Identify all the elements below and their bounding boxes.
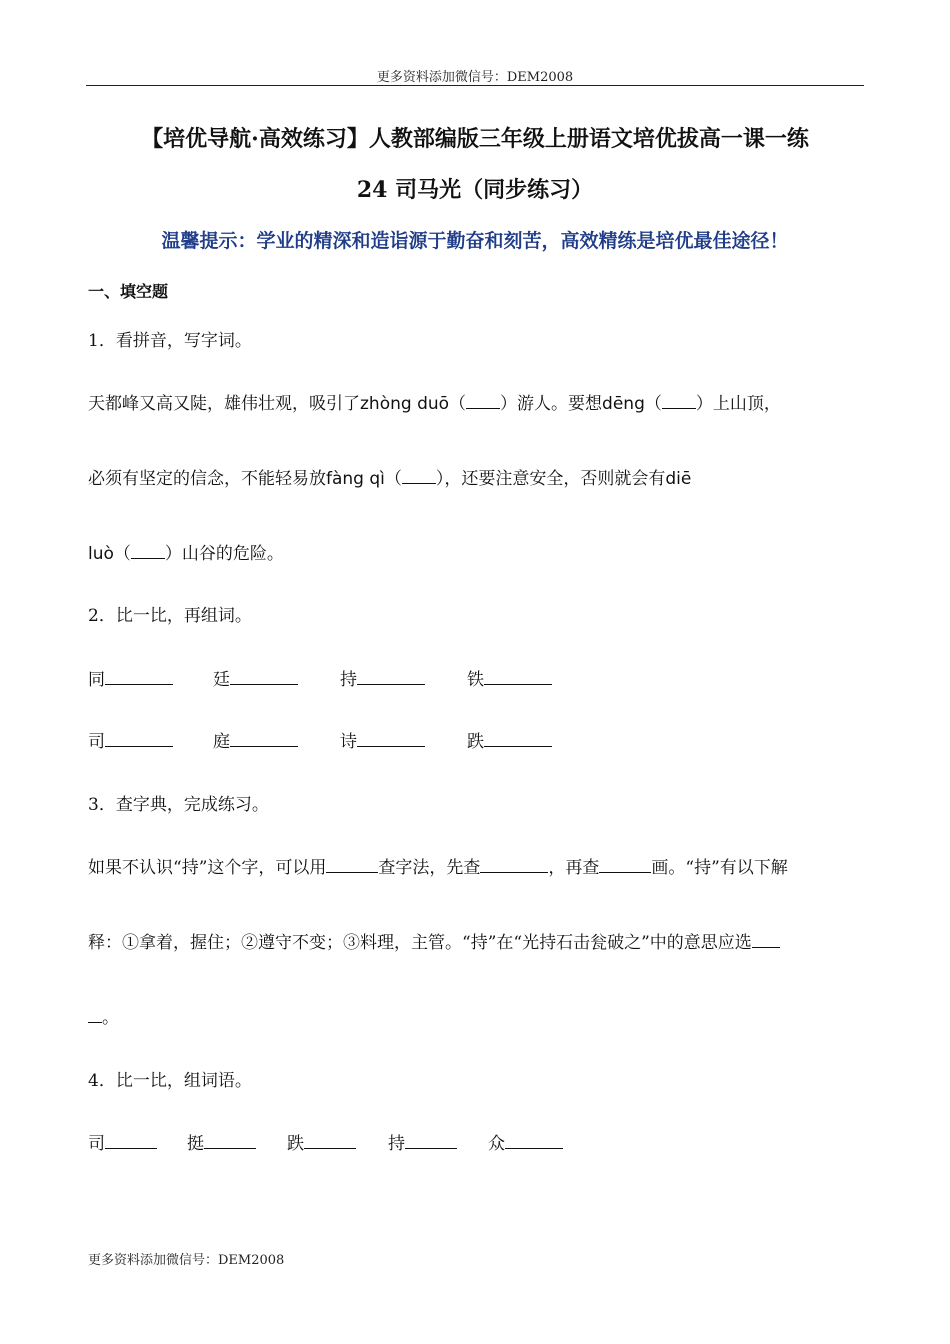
answer-blank[interactable] <box>105 1131 157 1149</box>
q1-sentence-line-3 <box>88 539 284 564</box>
text-fragment: ）游人。要想 <box>500 394 603 414</box>
answer-blank[interactable] <box>505 1131 563 1149</box>
q3-line-2 <box>88 928 780 953</box>
answer-blank[interactable] <box>204 1131 256 1149</box>
character: 同 <box>88 670 105 690</box>
text-fragment: 查字法，先查 <box>378 858 481 878</box>
character: 众 <box>488 1134 505 1154</box>
text-fragment: 。 <box>102 1008 119 1028</box>
pinyin: luò <box>88 544 114 564</box>
q1-prompt: 1．看拼音，写字词。 <box>88 331 252 351</box>
answer-blank[interactable] <box>357 729 425 747</box>
document-title: 【培优导航·高效练习】人教部编版三年级上册语文培优拔高一课一练 <box>141 126 809 152</box>
character: 诗 <box>340 732 357 752</box>
q2-item <box>88 665 173 690</box>
answer-blank[interactable] <box>402 466 436 484</box>
text-fragment: 释：①拿着，握住；②遵守不变；③料理，主管。“持”在“光持石击瓮破之”中的意思应选 <box>88 933 752 953</box>
answer-blank[interactable] <box>484 667 552 685</box>
answer-blank[interactable] <box>230 729 298 747</box>
lesson-title: 24 司马光（同步练习） <box>356 177 594 203</box>
q2-item <box>213 665 298 690</box>
character: 持 <box>388 1134 405 1154</box>
header-divider <box>86 85 864 86</box>
q2-item <box>467 727 552 752</box>
q4-item <box>187 1129 256 1154</box>
q2-item <box>340 727 425 752</box>
character: 庭 <box>213 732 230 752</box>
text-fragment: ）上山顶， <box>695 394 781 414</box>
answer-blank[interactable] <box>752 930 780 948</box>
q2-prompt: 2．比一比，再组词。 <box>88 606 252 626</box>
text-fragment: 天都峰又高又陡，雄伟壮观，吸引了 <box>88 394 360 414</box>
text-fragment: 如果不认识“持”这个字，可以用 <box>88 858 327 878</box>
answer-blank[interactable] <box>105 729 173 747</box>
tip-banner: 温馨提示：学业的精深和造诣源于勤奋和刻苦，高效精练是培优最佳途径！ <box>161 230 789 252</box>
q4-prompt: 4．比一比，组词语。 <box>88 1071 252 1091</box>
pinyin: fàng qì <box>326 469 385 489</box>
text-fragment: （ <box>449 394 467 414</box>
q4-item <box>88 1129 157 1154</box>
q2-item <box>340 665 425 690</box>
page-footer: 更多资料添加微信号：DEM2008 <box>88 1253 285 1268</box>
q4-item <box>488 1129 563 1154</box>
q3-prompt: 3．查字典，完成练习。 <box>88 795 269 815</box>
answer-blank[interactable] <box>466 391 500 409</box>
pinyin: dēng <box>602 394 645 414</box>
character: 跌 <box>467 732 484 752</box>
q3-line-3 <box>88 1003 119 1028</box>
q1-sentence-line-2 <box>88 464 691 489</box>
q2-item <box>213 727 298 752</box>
answer-blank[interactable] <box>304 1131 356 1149</box>
answer-blank[interactable] <box>326 855 378 873</box>
text-fragment: ，再查 <box>548 858 600 878</box>
text-fragment: 画。“持”有以下解 <box>651 858 788 878</box>
answer-blank[interactable] <box>484 729 552 747</box>
section-heading: 一、填空题 <box>88 282 169 301</box>
q4-item <box>287 1129 356 1154</box>
character: 司 <box>88 1134 105 1154</box>
character: 持 <box>340 670 357 690</box>
q2-item <box>467 665 552 690</box>
character: 跌 <box>287 1134 304 1154</box>
answer-blank[interactable] <box>599 855 651 873</box>
q4-item <box>388 1129 457 1154</box>
pinyin: diē <box>665 469 692 489</box>
q3-line-1 <box>88 853 788 878</box>
answer-blank[interactable] <box>405 1131 457 1149</box>
answer-blank[interactable] <box>480 855 548 873</box>
pinyin: zhòng duō <box>360 394 450 414</box>
q2-item <box>88 727 173 752</box>
character: 廷 <box>213 670 230 690</box>
character: 铁 <box>467 670 484 690</box>
text-fragment: ），还要注意安全，否则就会有 <box>435 469 666 489</box>
answer-blank[interactable] <box>88 1005 102 1023</box>
text-fragment: （ <box>644 394 662 414</box>
character: 司 <box>88 732 105 752</box>
character: 挺 <box>187 1134 204 1154</box>
text-fragment: （ <box>113 544 131 564</box>
text-fragment: （ <box>384 469 402 489</box>
answer-blank[interactable] <box>662 391 696 409</box>
answer-blank[interactable] <box>131 541 165 559</box>
text-fragment: 必须有坚定的信念，不能轻易放 <box>88 469 326 489</box>
answer-blank[interactable] <box>105 667 173 685</box>
answer-blank[interactable] <box>230 667 298 685</box>
q1-sentence-line-1 <box>88 389 781 414</box>
answer-blank[interactable] <box>357 667 425 685</box>
page-header: 更多资料添加微信号：DEM2008 <box>376 70 574 85</box>
text-fragment: ）山谷的危险。 <box>164 544 284 564</box>
